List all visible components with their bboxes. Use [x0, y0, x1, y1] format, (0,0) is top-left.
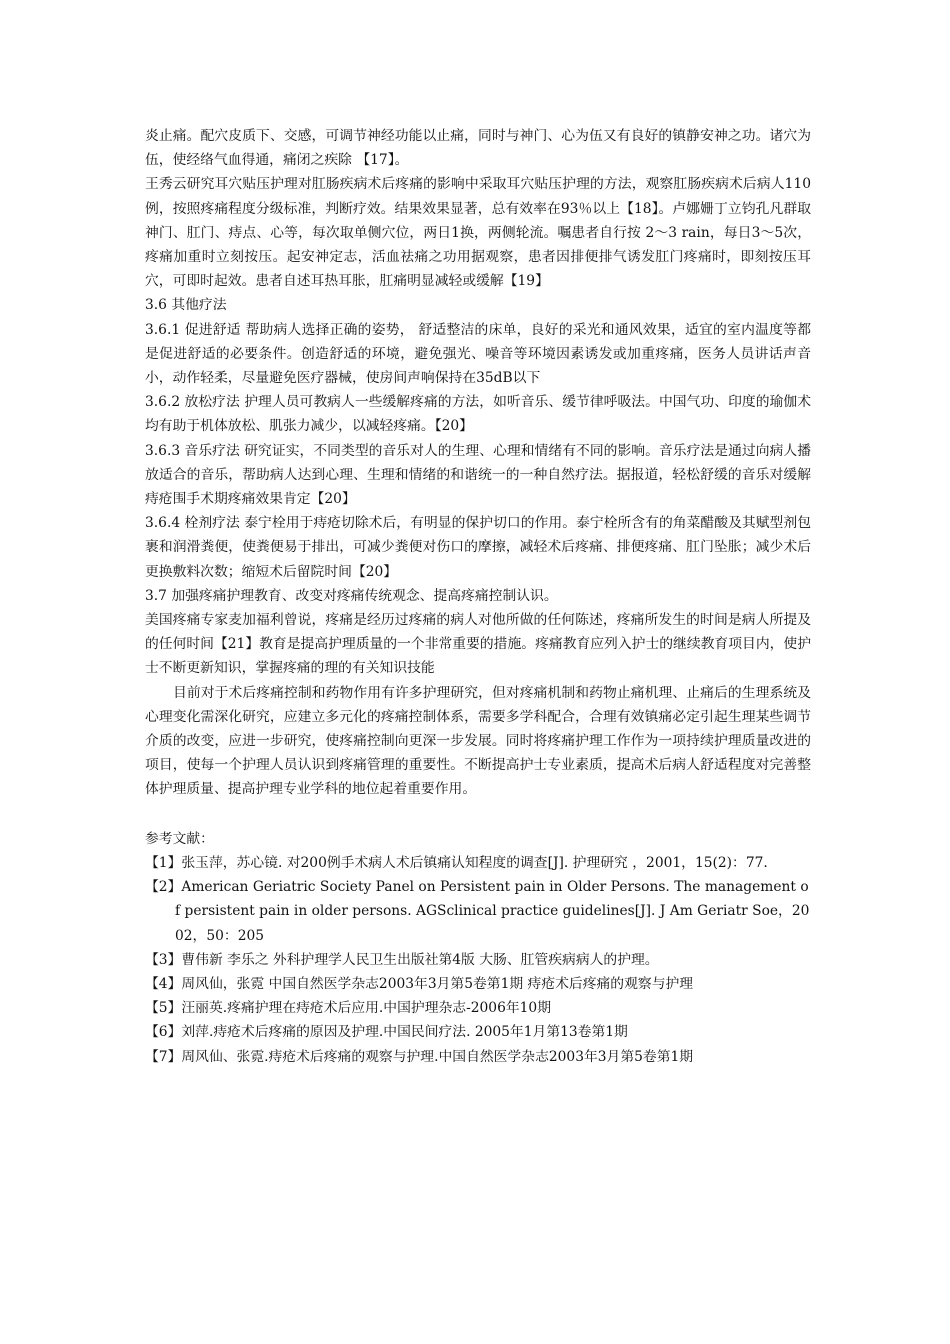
section-heading: 3.6 其他疗法 [145, 297, 227, 314]
document-body [145, 124, 811, 1069]
section-heading: 3.7 加强疼痛护理教育、改变对疼痛传统观念、提高疼痛控制认识。 [145, 587, 558, 604]
paragraph: 王秀云研究耳穴贴压护理对肛肠疾病术后疼痛的影响中采取耳穴贴压护理的方法，观察肛肠疾病术后病人110例，按照疼痛程度分级标准，判断疗效。结果效果显著，总有效率在93％以上【18】。卢娜姗丁立钧孔凡群取神门、肛门、痔点、心等，每次取单侧穴位，两日1换，两侧轮流。嘱患者自行按 2～3 rain，每日3～5次，疼痛加重时立刻按压。起安神定志，活血祛痛之功用据观察，患者因排便排气诱发肛门疼痛时，即刻按压耳穴，可即时起效。患者自述耳热耳胀，肛痛明显减轻或缓解【19】 [145, 176, 811, 290]
reference-item: 【7】周风仙、张霓.痔疮术后疼痛的观察与护理.中国自然医学杂志2003年3月第5卷第1期 [145, 1048, 694, 1065]
reference-list [145, 851, 811, 1069]
reference-item: 【4】周风仙，张霓 中国自然医学杂志2003年3月第5卷第1期 痔疮术后疼痛的观察与护理 [145, 975, 694, 992]
paragraph: 炎止痛。配穴皮质下、交感，可调节神经功能以止痛，同时与神门、心为伍又有良好的镇静安神之功。诸穴为伍，使经络气血得通，痛闭之疾除 【17】。 [145, 128, 811, 169]
reference-item: 【5】汪丽英.疼痛护理在痔疮术后应用.中国护理杂志-2006年10期 [145, 1000, 552, 1017]
paragraph: 3.6.2 放松疗法 护理人员可教病人一些缓解疼痛的方法，如听音乐、缓节律呼吸法。中国气功、印度的瑜伽术均有助于机体放松、肌张力减少，以减轻疼痛。【20】 [145, 394, 811, 435]
paragraph: 美国疼痛专家麦加福利曾说，疼痛是经历过疼痛的病人对他所做的任何陈述，疼痛所发生的时间是病人所提及的任何时间【21】教育是提高护理质量的一个非常重要的措施。疼痛教育应列入护士的继续教育项目内，使护士不断更新知识，掌握疼痛的理的有关知识技能 [145, 612, 812, 677]
reference-item: 【3】曹伟新 李乐之 外科护理学人民卫生出版社第4版 大肠、肛管疾病病人的护理。 [145, 951, 659, 968]
reference-item: 【6】刘萍.痔疮术后疼痛的原因及护理.中国民间疗法. 2005年1月第13卷第1期 [145, 1024, 628, 1041]
reference-item: 【1】张玉萍，苏心镜. 对200例手术病人术后镇痛认知程度的调查[J]. 护理研究 ，2001，15(2)：77. [145, 854, 768, 871]
paragraph: 3.6.1 促进舒适 帮助病人选择正确的姿势， 舒适整洁的床单，良好的采光和通风效果，适宜的室内温度等都是促进舒适的必要条件。创造舒适的环境，避免强光、噪音等环境因素诱发或加重疼痛，医务人员讲话声音小，动作轻柔，尽量避免医疗器械，使房间声响保持在35dB以下 [145, 321, 811, 387]
references-title: 参考文献： [145, 830, 214, 847]
spacer [145, 802, 811, 827]
paragraph: 3.6.3 音乐疗法 研究证实，不同类型的音乐对人的生理、心理和情绪有不同的影响。音乐疗法是通过向病人播放适合的音乐，帮助病人达到心理、生理和情绪的和谐统一的一种自然疗法。据报道，轻松舒缓的音乐对缓解痔疮围手术期疼痛效果肯定【20】 [145, 442, 811, 508]
reference-item: 【2】American Geriatric Society Panel on Persistent pain in Older Persons. The management of persistent pain in older persons. AGSclinical practice guidelines[J]. J Am Geriatr Soe，2002，50：205 [145, 879, 810, 944]
conclusion-paragraph: 目前对于术后疼痛控制和药物作用有许多护理研究，但对疼痛机制和药物止痛机理、止痛后的生理系统及心理变化需深化研究，应建立多元化的疼痛控制体系，需要多学科配合，合理有效镇痛必定引起生理某些调节介质的改变，应进一步研究，使疼痛控制向更深一步发展。同时将疼痛护理工作作为一项持续护理质量改进的项目，使每一个护理人员认识到疼痛管理的重要性。不断提高护士专业素质，提高术后病人舒适程度对完善整体护理质量、提高护理专业学科的地位起着重要作用。 [145, 684, 811, 798]
paragraph: 3.6.4 栓剂疗法 泰宁栓用于痔疮切除术后，有明显的保护切口的作用。泰宁栓所含有的角菜醋酸及其赋型剂包裹和润滑粪便，使粪便易于排出，可减少粪便对伤口的摩擦，减轻术后疼痛、排便疼痛、肛门坠胀；减少术后更换敷料次数；缩短术后留院时间【20】 [145, 515, 811, 580]
